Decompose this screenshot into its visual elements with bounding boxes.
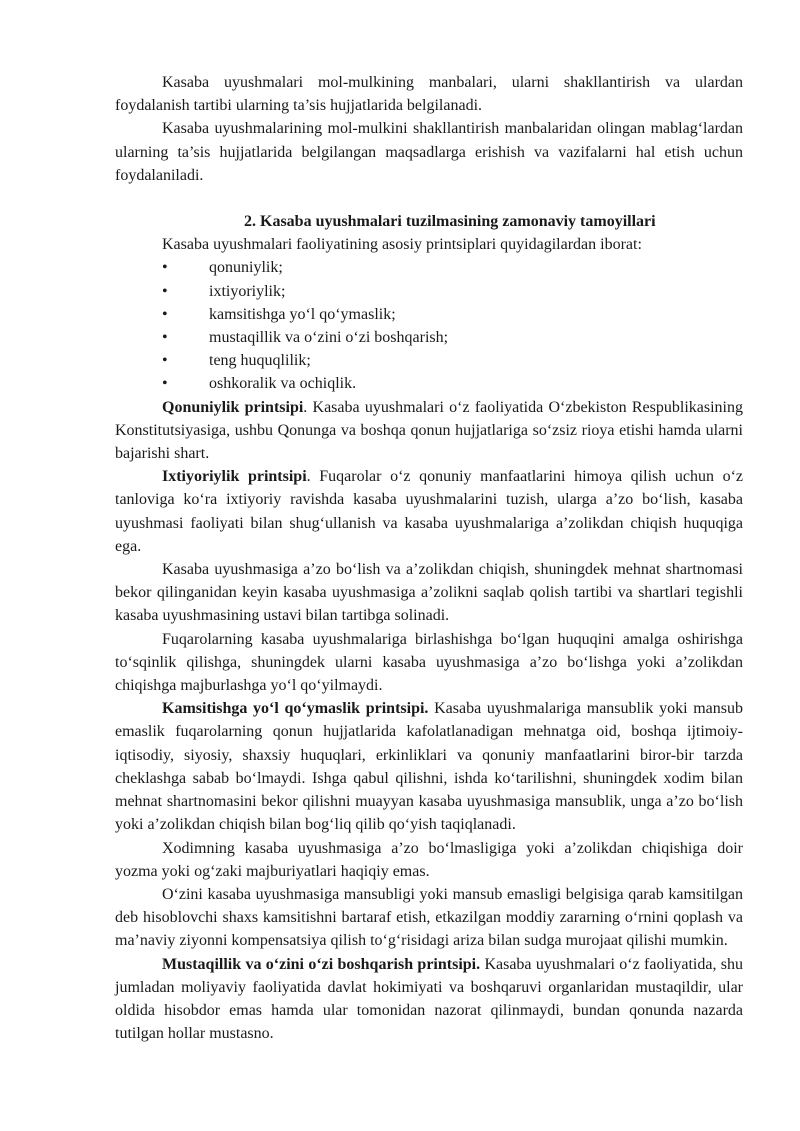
principle-text: . Kasaba uyushmalari o‘z faoliyatida O‘zbekiston Respublikasining Konstitutsiyasiga, ushbu Qonunga va boshqa qonun hujjatlariga so‘zsiz rioya etishi hamda ularni bajarishi shart. [115, 398, 743, 463]
list-item [115, 349, 743, 372]
body-paragraph: Xodimning kasaba uyushmasiga a’zo bo‘lmasligiga yoki a’zolikdan chiqishiga doir yozma yoki og‘zaki majburiyatlari haqiqiy emas. [115, 839, 743, 880]
bullet-icon: • [162, 259, 168, 277]
principles-list [115, 256, 743, 395]
principle-term: Ixtiyoriylik printsipi [162, 468, 307, 486]
list-item-text: oshkoralik va ochiqlik. [209, 375, 357, 393]
body-paragraph: O‘zini kasaba uyushmasiga mansubligi yoki mansub emasligi belgisiga qarab kamsitilgan deb hisoblovchi shaxs kamsitishni bartaraf etish, etkazilgan moddiy zararning o‘rnini qoplash va ma’naviy ziyonni kompensatsiya qilish to‘g‘risidagi ariza bilan sudga murojaat qilishi mumkin. [115, 885, 743, 950]
list-item-text: ixtiyoriylik; [209, 282, 286, 300]
principle-independence-paragraph [115, 953, 743, 1046]
principle-term: Kamsitishga yo‘l qo‘ymaslik printsipi. [162, 700, 429, 718]
bullet-icon: • [162, 282, 168, 300]
principle-text: . Fuqarolar o‘z qonuniy manfaatlarini himoya qilish uchun o‘z tanloviga ko‘ra ixtiyoriy ravishda kasaba uyushmalarini tuzish, ularga a’zo bo‘lish, kasaba uyushmasi faoliyati bilan shug‘ullanish va kasaba uyushmalariga a’zolikdan chiqish huquqiga ega. [115, 468, 743, 555]
principle-text: Kasaba uyushmalariga mansublik yoki mansub emaslik fuqarolarning qonun hujjatlarida kafolatlanadigan mehnatga oid, boshqa ijtimoiy-iqtisodiy, siyosiy, shaxsiy huquqlari, erkinliklari va qonuniy manfaatlarini biror-bir tarzda cheklashga sabab bo‘lmaydi. Ishga qabul qilishni, ishda ko‘tarilishni, shuningdek xodim bilan mehnat shartnomasini bekor qilishni muayyan kasaba uyushmasiga mansublik, unga a’zo bo‘lish yoki a’zolikdan chiqish bilan bog‘liq qilib qo‘yish taqiqlanadi. [115, 700, 743, 834]
list-item [115, 256, 743, 279]
principle-term: Mustaqillik va o‘zini o‘zi boshqarish printsipi. [162, 955, 481, 973]
bullet-icon: • [162, 329, 168, 347]
list-item [115, 326, 743, 349]
principle-legality-paragraph [115, 396, 743, 466]
list-item-text: qonuniylik; [209, 259, 283, 277]
principle-nondiscrimination-paragraph [115, 697, 743, 836]
list-item-text: kamsitishga yo‘l qo‘ymaslik; [209, 305, 396, 323]
principle-voluntariness-paragraph [115, 465, 743, 558]
list-item-text: mustaqillik va o‘zini o‘zi boshqarish; [209, 329, 449, 347]
list-item [115, 280, 743, 303]
bullet-icon: • [162, 305, 168, 323]
body-paragraph: Kasaba uyushmasiga a’zo bo‘lish va a’zolikdan chiqish, shuningdek mehnat shartnomasi bekor qilinganidan keyin kasaba uyushmasiga a’zolikni saqlab qolish tartibi va shartlari tegishli kasaba uyushmasining ustavi bilan tartibga solinadi. [115, 561, 743, 625]
spacer [115, 187, 743, 210]
bullet-icon: • [162, 375, 168, 393]
intro-paragraph-2: Kasaba uyushmalarining mol-mulkini shakllantirish manbalaridan olingan mablag‘lardan ularning ta’sis hujjatlarida belgilangan maqsadlarga erishish va vazifalarni hal etish uchun foydalaniladi. [115, 120, 743, 184]
section-lead: Kasaba uyushmalari faoliyatining asosiy printsiplari quyidagilardan iborat: [162, 236, 642, 254]
list-item-text: teng huquqlilik; [209, 352, 311, 370]
principle-term: Qonuniylik printsipi [162, 398, 304, 416]
intro-paragraph-1: Kasaba uyushmalari mol-mulkining manbalari, ularni shakllantirish va ulardan foydalanish tartibi ularning ta’sis hujjatlarida belgilanadi. [115, 74, 743, 115]
bullet-icon: • [162, 352, 168, 370]
body-paragraph: Fuqarolarning kasaba uyushmalariga birlashishga bo‘lgan huquqini amalga oshirishga to‘sqinlik qilishga, shuningdek ularni kasaba uyushmasiga a’zo bo‘lishga yoki a’zolikdan chiqishga majburlashga yo‘l qo‘yilmaydi. [115, 630, 743, 695]
principle-text: Kasaba uyushmalari o‘z faoliyatida, shu jumladan moliyaviy faoliyatida davlat hokimiyati va boshqaruvi organlaridan mustaqildir, ular oldida hisobdor emas hamda ular tomonidan nazorat qilinmaydi, bundan qonunda nazarda tutilgan hollar mustasno. [115, 955, 743, 1043]
list-item [115, 303, 743, 326]
list-item [115, 372, 743, 395]
section-heading: 2. Kasaba uyushmalari tuzilmasining zamonaviy tamoyillari [244, 213, 656, 231]
